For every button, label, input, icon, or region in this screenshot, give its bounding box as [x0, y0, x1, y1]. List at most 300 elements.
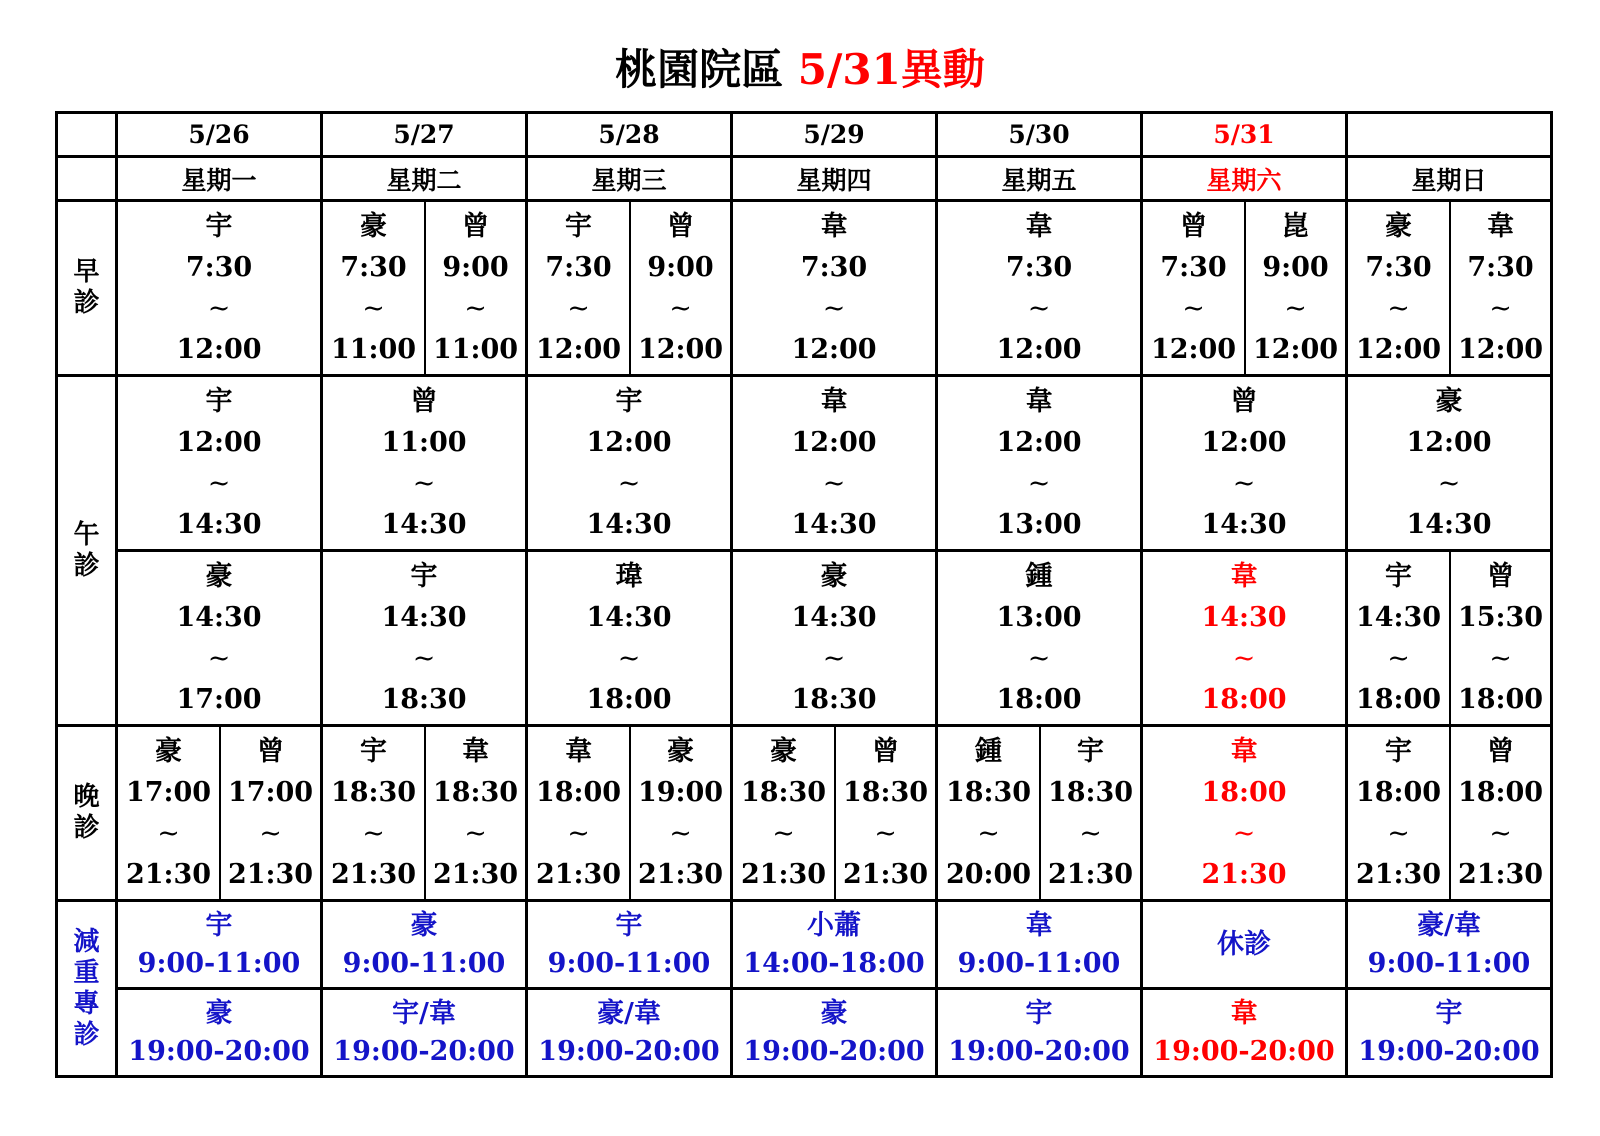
- end-time: 12:00: [1252, 334, 1339, 365]
- time-separator: ~: [1232, 818, 1256, 849]
- doctor-shift: [629, 202, 730, 374]
- weight-loss-cell: [1347, 901, 1552, 989]
- doctor-name: 宇: [1025, 997, 1053, 1029]
- date-header: 5/28: [527, 113, 732, 157]
- weight-loss-cell: [732, 989, 937, 1077]
- time-separator: ~: [874, 818, 897, 849]
- end-time: 12:00: [791, 334, 877, 365]
- time-separator: ~: [1387, 818, 1410, 849]
- start-time: 18:00: [1457, 777, 1544, 808]
- end-time: 18:00: [586, 684, 672, 715]
- doctor-slots: [528, 727, 730, 899]
- time-range: 19:00-20:00: [128, 1036, 310, 1068]
- session-label-char: 重: [73, 957, 100, 988]
- weight-loss-entry: [1348, 902, 1550, 987]
- doctor-slots: [938, 727, 1140, 899]
- weight-loss-cell: [117, 989, 322, 1077]
- doctor-shift: [1244, 202, 1345, 374]
- end-time: 21:30: [227, 859, 314, 890]
- session-label-char: 午: [73, 519, 100, 550]
- session-label-afternoon: [57, 376, 117, 726]
- doctor-shift: [733, 377, 935, 549]
- time-separator: ~: [822, 293, 846, 324]
- start-time: 7:30: [1005, 252, 1073, 283]
- doctor-shift: [118, 202, 320, 374]
- schedule-cell: [117, 726, 322, 901]
- doctor-slots: [323, 202, 525, 374]
- end-time: 12:00: [637, 334, 724, 365]
- doctor-shift: [1348, 202, 1449, 374]
- doctor-shift: [938, 552, 1140, 724]
- session-label-char: 早: [73, 257, 100, 287]
- session-label-char: 診: [73, 550, 100, 581]
- doctor-shift: [834, 727, 935, 899]
- time-separator: ~: [1182, 293, 1205, 324]
- end-time: 11:00: [330, 334, 417, 365]
- start-time: 18:30: [432, 777, 519, 808]
- weight-loss-entry: [528, 990, 730, 1075]
- doctor-slots: [1143, 727, 1345, 899]
- start-time: 18:30: [740, 777, 827, 808]
- start-time: 17:00: [125, 777, 212, 808]
- doctor-name: 宇: [1385, 561, 1412, 592]
- time-separator: ~: [464, 293, 487, 324]
- doctor-name: 韋: [1025, 211, 1053, 242]
- end-time: 21:30: [535, 859, 622, 890]
- doctor-slots: [323, 552, 525, 724]
- time-range: 14:00-18:00: [743, 948, 925, 980]
- end-time: 18:30: [381, 684, 467, 715]
- time-range: 19:00-20:00: [948, 1036, 1130, 1068]
- doctor-shift: [528, 377, 730, 549]
- doctor-shift: [323, 202, 424, 374]
- schedule-cell: [527, 376, 732, 551]
- end-time: 13:00: [996, 509, 1082, 540]
- schedule-cell: [1347, 551, 1552, 726]
- doctor-shift: [1143, 202, 1244, 374]
- doctor-name: 韋: [1025, 386, 1053, 417]
- doctor-shift: [323, 377, 525, 549]
- time-separator: ~: [1489, 293, 1512, 324]
- end-time: 12:00: [1150, 334, 1237, 365]
- schedule-cell: [937, 551, 1142, 726]
- doctor-name: 豪: [205, 561, 233, 592]
- corner-cell: [57, 157, 117, 201]
- doctor-name: 宇: [205, 386, 233, 417]
- start-time: 14:30: [1355, 602, 1442, 633]
- doctor-name: 豪: [1435, 386, 1463, 417]
- start-time: 7:30: [1365, 252, 1432, 283]
- start-time: 18:00: [535, 777, 622, 808]
- start-time: 7:30: [545, 252, 612, 283]
- end-time: 14:30: [1406, 509, 1492, 540]
- doctor-name: 宇: [565, 211, 592, 242]
- time-separator: ~: [822, 468, 846, 499]
- doctor-name: 曾: [872, 736, 899, 767]
- doctor-name: 崑: [1282, 211, 1309, 242]
- time-separator: ~: [1027, 468, 1051, 499]
- weekday-header: 星期四: [732, 157, 937, 201]
- end-time: 21:30: [740, 859, 827, 890]
- start-time: 14:30: [1201, 602, 1287, 633]
- weight-loss-entry: [1348, 990, 1550, 1075]
- start-time: 7:30: [1467, 252, 1534, 283]
- end-time: 12:00: [535, 334, 622, 365]
- start-time: 9:00: [1262, 252, 1329, 283]
- schedule-cell: [322, 376, 527, 551]
- end-time: 18:00: [1355, 684, 1442, 715]
- time-separator: ~: [567, 818, 590, 849]
- doctor-shift: [1348, 377, 1550, 549]
- doctor-name: 曾: [1180, 211, 1207, 242]
- doctor-slots: [1143, 202, 1345, 374]
- session-label-evening: [57, 726, 117, 901]
- start-time: 12:00: [586, 427, 672, 458]
- time-separator: ~: [977, 818, 1000, 849]
- weight-loss-cell: [322, 989, 527, 1077]
- end-time: 18:00: [1201, 684, 1287, 715]
- doctor-shift: [1449, 727, 1550, 899]
- time-separator: ~: [259, 818, 282, 849]
- start-time: 18:30: [330, 777, 417, 808]
- doctor-slots: [1348, 727, 1550, 899]
- doctor-slots: [118, 377, 320, 549]
- time-separator: ~: [207, 293, 231, 324]
- weekday-row: [57, 157, 1552, 201]
- date-header: 5/30: [937, 113, 1142, 157]
- weekday-header: 星期日: [1347, 157, 1552, 201]
- weekday-header: 星期一: [117, 157, 322, 201]
- time-separator: ~: [1284, 293, 1307, 324]
- doctor-name: 曾: [667, 211, 694, 242]
- end-time: 18:00: [996, 684, 1082, 715]
- time-separator: ~: [822, 643, 846, 674]
- doctor-name: 小蕭: [807, 909, 861, 941]
- doctor-slots: [118, 202, 320, 374]
- time-range: 19:00-20:00: [743, 1036, 925, 1068]
- doctor-name: 韋: [820, 386, 848, 417]
- doctor-shift: [1348, 727, 1449, 899]
- time-separator: ~: [669, 293, 692, 324]
- date-header: 5/27: [322, 113, 527, 157]
- doctor-shift: [938, 202, 1140, 374]
- schedule-cell: [322, 201, 527, 376]
- start-time: 12:00: [176, 427, 262, 458]
- doctor-shift: [1143, 377, 1345, 549]
- doctor-slots: [118, 552, 320, 724]
- start-time: 12:00: [791, 427, 877, 458]
- doctor-slots: [1348, 377, 1550, 549]
- end-time: 21:30: [1355, 859, 1442, 890]
- doctor-name: 鍾: [1025, 561, 1053, 592]
- time-range: 19:00-20:00: [1153, 1036, 1335, 1068]
- end-time: 21:30: [637, 859, 724, 890]
- end-time: 21:30: [1457, 859, 1544, 890]
- doctor-slots: [733, 727, 935, 899]
- start-time: 7:30: [340, 252, 407, 283]
- doctor-shift: [219, 727, 320, 899]
- weight-loss-cell: [1142, 901, 1347, 989]
- doctor-shift: [118, 377, 320, 549]
- time-separator: ~: [412, 643, 436, 674]
- doctor-shift: [528, 727, 629, 899]
- doctor-name: 豪: [410, 909, 438, 941]
- weekday-header: 星期三: [527, 157, 732, 201]
- doctor-name: 豪: [205, 997, 233, 1029]
- weight-loss-cell: [117, 901, 322, 989]
- time-range: 19:00-20:00: [538, 1036, 720, 1068]
- doctor-slots: [733, 552, 935, 724]
- weight-loss-entry: [733, 990, 935, 1075]
- schedule-cell: [732, 376, 937, 551]
- end-time: 14:30: [381, 509, 467, 540]
- doctor-slots: [1143, 377, 1345, 549]
- time-separator: ~: [1079, 818, 1102, 849]
- session-label-char: 診: [73, 813, 100, 843]
- schedule-cell: [732, 201, 937, 376]
- time-separator: ~: [1489, 643, 1512, 674]
- time-separator: ~: [617, 468, 641, 499]
- start-time: 11:00: [381, 427, 467, 458]
- doctor-name: 韋: [1230, 736, 1258, 767]
- doctor-name: 豪: [820, 561, 848, 592]
- doctor-shift: [424, 202, 525, 374]
- weekday-header: 星期五: [937, 157, 1142, 201]
- end-time: 20:00: [945, 859, 1032, 890]
- start-time: 18:30: [1047, 777, 1134, 808]
- time-separator: ~: [669, 818, 692, 849]
- doctor-shift: [938, 727, 1039, 899]
- date-row: [57, 113, 1552, 157]
- time-separator: ~: [1027, 643, 1051, 674]
- doctor-name: 宇: [1385, 736, 1412, 767]
- date-header: [1347, 113, 1552, 157]
- schedule-cell: [117, 551, 322, 726]
- doctor-name: 韋: [820, 211, 848, 242]
- start-time: 18:30: [945, 777, 1032, 808]
- page-title: [0, 42, 1600, 98]
- session-label-char: 診: [73, 1019, 100, 1050]
- doctor-slots: [323, 377, 525, 549]
- end-time: 12:00: [176, 334, 262, 365]
- doctor-name: 宇: [410, 561, 438, 592]
- start-time: 15:30: [1457, 602, 1544, 633]
- end-time: 18:30: [791, 684, 877, 715]
- start-time: 19:00: [637, 777, 724, 808]
- doctor-slots: [528, 552, 730, 724]
- schedule-cell: [527, 551, 732, 726]
- weight-loss-entry: [323, 902, 525, 987]
- end-time: 14:30: [791, 509, 877, 540]
- time-range: 9:00-11:00: [342, 948, 506, 980]
- start-time: 9:00: [647, 252, 714, 283]
- session-row-afternoon: [57, 376, 1552, 551]
- closed-label: 休診: [1217, 929, 1271, 960]
- weight-loss-cell: [732, 901, 937, 989]
- doctor-name: 韋: [1230, 561, 1258, 592]
- end-time: 21:30: [1047, 859, 1134, 890]
- doctor-shift: [938, 377, 1140, 549]
- weight-loss-entry: [1143, 902, 1345, 987]
- corner-cell: [57, 113, 117, 157]
- start-time: 14:30: [586, 602, 672, 633]
- doctor-slots: [1348, 552, 1550, 724]
- doctor-shift: [733, 202, 935, 374]
- schedule-cell: [1347, 726, 1552, 901]
- start-time: 13:00: [996, 602, 1082, 633]
- start-time: 9:00: [442, 252, 509, 283]
- doctor-name: 豪: [820, 997, 848, 1029]
- start-time: 18:00: [1355, 777, 1442, 808]
- start-time: 12:00: [1201, 427, 1287, 458]
- doctor-shift: [424, 727, 525, 899]
- doctor-shift: [323, 552, 525, 724]
- time-separator: ~: [772, 818, 795, 849]
- date-header: 5/26: [117, 113, 322, 157]
- end-time: 18:00: [1457, 684, 1544, 715]
- time-separator: ~: [1387, 293, 1410, 324]
- weight-loss-cell: [937, 989, 1142, 1077]
- weight-loss-entry: [938, 902, 1140, 987]
- doctor-name: 曾: [410, 386, 438, 417]
- weight-loss-cell: [322, 901, 527, 989]
- time-range: 19:00-20:00: [333, 1036, 515, 1068]
- time-separator: ~: [1489, 818, 1512, 849]
- doctor-name: 宇: [1077, 736, 1104, 767]
- doctor-name: 曾: [1487, 736, 1514, 767]
- end-time: 14:30: [1201, 509, 1287, 540]
- weight-loss-cell: [1347, 989, 1552, 1077]
- end-time: 12:00: [1457, 334, 1544, 365]
- weight-loss-entry: [118, 990, 320, 1075]
- doctor-name: 宇: [615, 909, 643, 941]
- doctor-slots: [733, 377, 935, 549]
- doctor-slots: [938, 377, 1140, 549]
- weight-loss-row: [57, 901, 1552, 989]
- doctor-name: 韋: [1230, 997, 1258, 1029]
- schedule-cell: [527, 201, 732, 376]
- session-label-char: 診: [73, 288, 100, 318]
- start-time: 14:30: [381, 602, 467, 633]
- start-time: 7:30: [1160, 252, 1227, 283]
- doctor-name: 韋: [565, 736, 592, 767]
- doctor-slots: [528, 377, 730, 549]
- start-time: 18:00: [1201, 777, 1287, 808]
- time-separator: ~: [362, 818, 385, 849]
- time-range: 9:00-11:00: [547, 948, 711, 980]
- end-time: 14:30: [176, 509, 262, 540]
- end-time: 12:00: [1355, 334, 1442, 365]
- weight-loss-entry: [938, 990, 1140, 1075]
- end-time: 21:30: [125, 859, 212, 890]
- doctor-shift: [733, 552, 935, 724]
- doctor-slots: [733, 202, 935, 374]
- time-separator: ~: [412, 468, 436, 499]
- time-separator: ~: [1027, 293, 1051, 324]
- end-time: 17:00: [176, 684, 262, 715]
- doctor-slots: [323, 727, 525, 899]
- schedule-cell: [1142, 726, 1347, 901]
- doctor-shift: [528, 552, 730, 724]
- doctor-shift: [1039, 727, 1140, 899]
- date-header: 5/31: [1142, 113, 1347, 157]
- doctor-name: 宇: [615, 386, 643, 417]
- weight-loss-cell: [527, 989, 732, 1077]
- weekday-header: 星期二: [322, 157, 527, 201]
- doctor-name: 韋: [1025, 909, 1053, 941]
- doctor-shift: [629, 727, 730, 899]
- doctor-slots: [938, 202, 1140, 374]
- time-separator: ~: [1437, 468, 1461, 499]
- session-label-weight_loss: [57, 901, 117, 1077]
- doctor-name: 豪: [1385, 211, 1412, 242]
- doctor-name: 瑋: [615, 561, 643, 592]
- doctor-slots: [1143, 552, 1345, 724]
- doctor-name: 豪: [360, 211, 387, 242]
- weight-loss-entry: [733, 902, 935, 987]
- schedule-cell: [1347, 201, 1552, 376]
- schedule-cell: [527, 726, 732, 901]
- time-range: 9:00-11:00: [137, 948, 301, 980]
- end-time: 21:30: [1201, 859, 1287, 890]
- start-time: 7:30: [185, 252, 253, 283]
- schedule-cell: [1142, 551, 1347, 726]
- start-time: 14:30: [791, 602, 877, 633]
- weight-loss-cell: [937, 901, 1142, 989]
- weight-loss-entry: [118, 902, 320, 987]
- end-time: 21:30: [432, 859, 519, 890]
- doctor-name: 宇: [1435, 997, 1463, 1029]
- doctor-name: 韋: [462, 736, 489, 767]
- time-range: 9:00-11:00: [1367, 948, 1531, 980]
- doctor-name: 曾: [257, 736, 284, 767]
- session-label-char: 專: [73, 988, 100, 1019]
- doctor-name: 宇: [205, 211, 233, 242]
- start-time: 12:00: [996, 427, 1082, 458]
- time-separator: ~: [567, 293, 590, 324]
- doctor-name: 豪/韋: [597, 997, 661, 1029]
- end-time: 14:30: [586, 509, 672, 540]
- start-time: 18:30: [842, 777, 929, 808]
- weight-loss-cell: [1142, 989, 1347, 1077]
- doctor-shift: [1348, 552, 1449, 724]
- doctor-shift: [323, 727, 424, 899]
- time-separator: ~: [1232, 643, 1256, 674]
- schedule-cell: [1142, 376, 1347, 551]
- time-range: 9:00-11:00: [957, 948, 1121, 980]
- weight-loss-entry: [323, 990, 525, 1075]
- session-label-morning: [57, 201, 117, 376]
- date-header: 5/29: [732, 113, 937, 157]
- schedule-cell: [1142, 201, 1347, 376]
- schedule-cell: [732, 726, 937, 901]
- session-row-afternoon: [57, 551, 1552, 726]
- time-separator: ~: [157, 818, 180, 849]
- schedule-cell: [322, 726, 527, 901]
- doctor-shift: [118, 727, 219, 899]
- title-main: 桃園院區: [615, 45, 798, 94]
- doctor-name: 曾: [462, 211, 489, 242]
- doctor-slots: [938, 552, 1140, 724]
- schedule-table: [55, 111, 1553, 1078]
- weight-loss-cell: [527, 901, 732, 989]
- time-separator: ~: [617, 643, 641, 674]
- schedule-cell: [322, 551, 527, 726]
- session-row-morning: [57, 201, 1552, 376]
- doctor-name: 豪/韋: [1417, 909, 1481, 941]
- doctor-name: 鍾: [975, 736, 1002, 767]
- doctor-shift: [1449, 552, 1550, 724]
